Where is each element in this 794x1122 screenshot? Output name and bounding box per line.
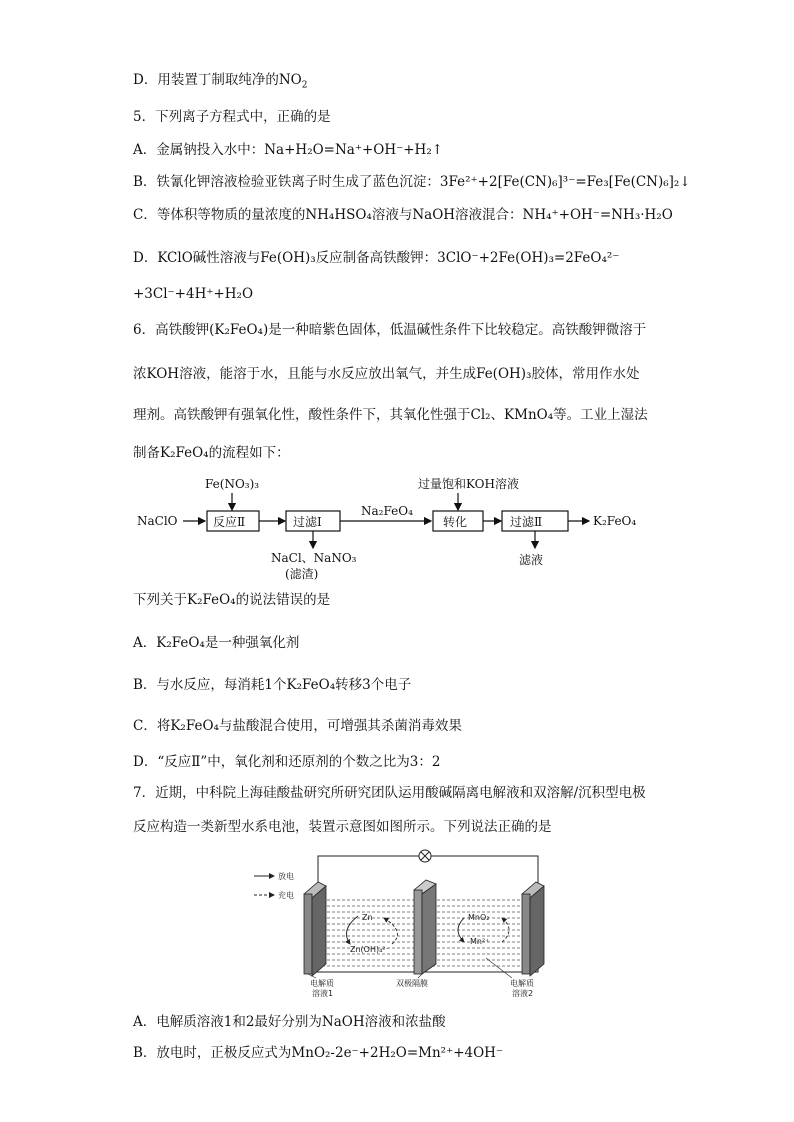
question-7-stem: 反应构造一类新型水系电池，装置示意图如图所示。下列说法正确的是 bbox=[133, 819, 552, 835]
option-b: B．铁氰化钾溶液检验亚铁离子时生成了蓝色沉淀：3Fe²⁺+2[Fe(CN)₆]³⁻=Fe₃[Fe(CN)₆]₂↓ bbox=[133, 174, 691, 190]
option-a: A．金属钠投入水中：Na+H₂O=Na⁺+OH⁻+H₂↑ bbox=[133, 142, 444, 158]
reaction-2-label: 反应Ⅱ bbox=[213, 515, 246, 529]
convert-label: 转化 bbox=[443, 515, 468, 529]
text-line: D．用装置丁制取纯净的$NO_2$ bbox=[133, 72, 308, 91]
question-6-stem: 浓KOH溶液，能溶于水，且能与水反应放出氧气，并生成Fe(OH)₃胶体，常用作水处 bbox=[133, 366, 640, 382]
residue-label: NaCl、NaNO₃ bbox=[271, 551, 357, 565]
option-a: A．电解质溶液1和2最好分别为NaOH溶液和浓盐酸 bbox=[133, 1014, 446, 1030]
option-b: B．与水反应，每消耗1个K₂FeO₄转移3个电子 bbox=[133, 677, 412, 693]
option-d: D．“反应Ⅱ”中，氧化剂和还原剂的个数之比为3：2 bbox=[133, 754, 441, 770]
solution-1-label: 电解质 bbox=[310, 979, 334, 988]
legend-charge: 充电 bbox=[278, 891, 294, 900]
zn-oh4-label: Zn(OH)₄²⁻ bbox=[350, 945, 390, 954]
filter-2-label: 过滤Ⅱ bbox=[510, 515, 543, 529]
question-6-prompt: 下列关于K₂FeO₄的说法错误的是 bbox=[133, 592, 331, 608]
koh-label: 过量饱和KOH溶液 bbox=[418, 477, 519, 491]
product-label: K₂FeO₄ bbox=[593, 514, 637, 528]
battery-cell-diagram bbox=[250, 848, 560, 998]
solution-1-label: 溶液1 bbox=[312, 989, 334, 998]
question-6-stem: 6．高铁酸钾(K₂FeO₄)是一种暗紫色固体，低温碱性条件下比较稳定。高铁酸钾微溶于 bbox=[133, 322, 647, 338]
zn-label: Zn bbox=[362, 913, 373, 922]
question-7-stem: 7．近期，中科院上海硅酸盐研究所研究团队运用酸碱隔离电解液和双溶解/沉积型电极 bbox=[133, 785, 646, 801]
question-6-stem: 理剂。高铁酸钾有强氧化性，酸性条件下，其氧化性强于Cl₂、KMnO₄等。工业上湿法 bbox=[133, 407, 648, 423]
na2feo4-label: Na₂FeO₄ bbox=[361, 504, 413, 518]
option-d-cont: +3Cl⁻+4H⁺+H₂O bbox=[133, 286, 254, 302]
option-c: C．等体积等物质的量浓度的NH₄HSO₄溶液与NaOH溶液混合：NH₄⁺+OH⁻=NH₃·H₂O bbox=[133, 207, 673, 223]
mn2-label: Mn²⁺ bbox=[470, 937, 490, 946]
residue-note: (滤渣) bbox=[285, 567, 319, 581]
legend-discharge: 放电 bbox=[278, 872, 294, 881]
solution-2-label: 溶液2 bbox=[512, 989, 534, 998]
membrane-label: 双极隔膜 bbox=[396, 979, 428, 988]
solution-2-label: 电解质 bbox=[510, 979, 534, 988]
filtrate-label: 滤液 bbox=[519, 553, 544, 567]
option-d: D．KClO碱性溶液与Fe(OH)₃反应制备高铁酸钾：3ClO⁻+2Fe(OH)₃=2FeO₄²⁻ bbox=[133, 250, 620, 266]
naclo-label: NaClO bbox=[137, 514, 178, 528]
filter-1-label: 过滤Ⅰ bbox=[293, 515, 322, 529]
fe-no3-label: Fe(NO₃)₃ bbox=[205, 477, 260, 491]
question-5-stem: 5．下列离子方程式中，正确的是 bbox=[133, 109, 331, 125]
option-a: A．K₂FeO₄是一种强氧化剂 bbox=[133, 635, 300, 651]
mno2-label: MnO₂ bbox=[468, 913, 490, 922]
option-c: C．将K₂FeO₄与盐酸混合使用，可增强其杀菌消毒效果 bbox=[133, 718, 462, 734]
process-flow-diagram bbox=[133, 472, 693, 584]
option-b: B．放电时，正极反应式为MnO₂-2e⁻+2H₂O=Mn²⁺+4OH⁻ bbox=[133, 1045, 504, 1061]
question-6-stem: 制备K₂FeO₄的流程如下： bbox=[133, 445, 290, 461]
